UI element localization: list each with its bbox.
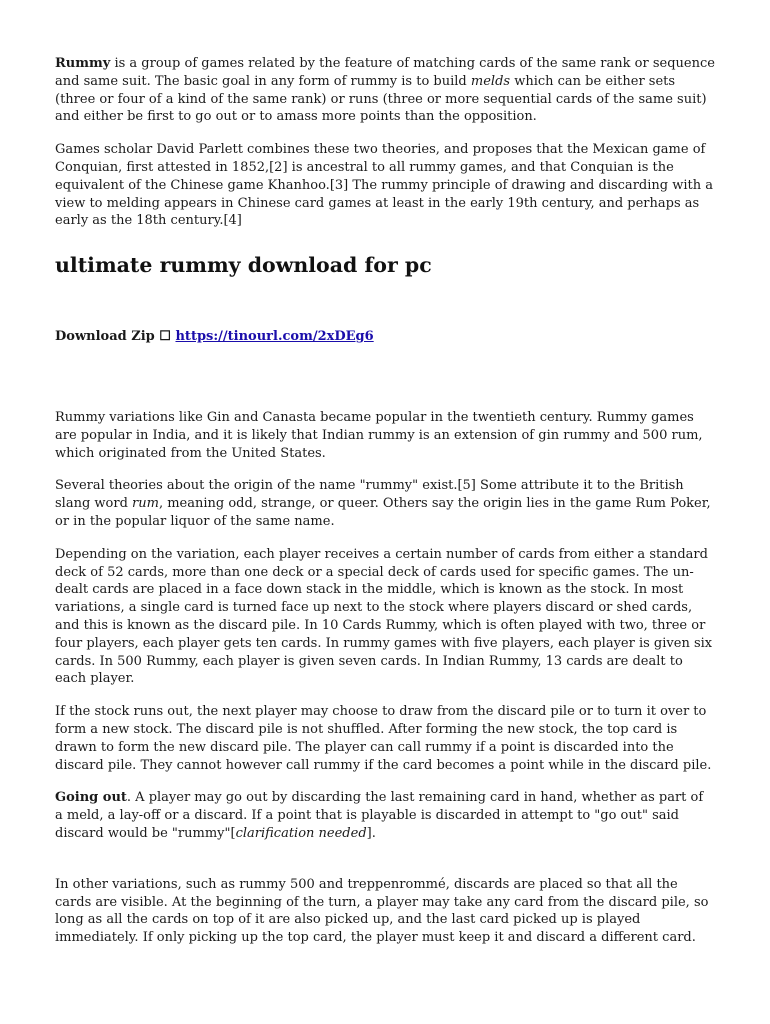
intro-paragraph-2: Games scholar David Parlett combines these two theories, and proposes that the Mexican game of Conquian, first attested in 1852,[2] is ancestral to all rummy games, and that Conquian is the equivalent of the Chinese game Khanhoo.[3] The rummy principle of drawing and discarding with a view to melding appears in Chinese card games at least in the early 19th century, and perhaps as early as the 18th century.[4] — [55, 142, 713, 229]
document-page — [55, 55, 715, 962]
term-melds: melds — [470, 73, 511, 89]
p4-text-a: Several theories about the origin of the name "rummy" exist.[5] Some attribute it to the British slang word — [55, 478, 684, 512]
p7-text-b: ]. — [366, 825, 376, 841]
box-glyph-icon: ☐ — [159, 329, 171, 345]
body-paragraph-4 — [55, 477, 715, 530]
page-heading: ultimate rummy download for pc — [55, 253, 432, 278]
intro-paragraph-1 — [55, 55, 715, 126]
body-paragraph-8: In other variations, such as rummy 500 and treppenrommé, discards are placed so that all the cards are visible. At the beginning of the turn, a player may take any card from the discard pile, so long as all the cards on top of it are also picked up, and the last card picked up is played immediately. If only picking up the top card, the player must keep it and discard a different card. — [55, 876, 709, 946]
p4-text-b: , meaning odd, strange, or queer. Others say the origin lies in the game Rum Poker, or in the popular liquor of the same name. — [55, 496, 711, 529]
body-paragraph-6: If the stock runs out, the next player may choose to draw from the discard pile or to turn it over to form a new stock. The discard pile is not shuffled. After forming the new stock, the top card is drawn to form the new discard pile. The player can call rummy if a point is discarded into the discard pile. They cannot however call rummy if the card becomes a point while in the discard pile. — [55, 704, 712, 773]
term-going-out: Going out — [55, 790, 127, 806]
download-label: Download Zip — [55, 329, 155, 345]
intro-text-b: which can be either sets (three or four of a kind of the same rank) or runs (three or more sequential cards of the same suit) and either be first to go out or to amass more points than the opposition. — [55, 73, 707, 125]
download-link[interactable]: https://tinourl.com/2xDEg6 — [175, 329, 374, 345]
download-line — [55, 328, 715, 346]
body-paragraph-7 — [55, 789, 715, 842]
p7-text-a: . A player may go out by discarding the last remaining card in hand, whether as part of a meld, a lay-off or a discard. If a point that is playable is discarded in attempt to "go out" said discard would be "rummy"[ — [55, 790, 704, 841]
intro-text-a: is a group of games related by the feature of matching cards of the same rank or sequence and same suit. The basic goal in any form of rummy is to build — [55, 56, 715, 89]
body-paragraph-3: Rummy variations like Gin and Canasta became popular in the twentieth century. Rummy games are popular in India, and it is likely that Indian rummy is an extension of gin rummy and 500 rum, which originated from the United States. — [55, 409, 703, 461]
body-paragraph-5: Depending on the variation, each player receives a certain number of cards from either a standard deck of 52 cards, more than one deck or a special deck of cards used for specific games. The un-dealt cards are placed in a face down stack in the middle, which is known as the stock. In most variations, a single card is turned face up next to the stock where players discard or shed cards, and this is known as the discard pile. In 10 Cards Rummy, which is often played with two, three or four players, each player gets ten cards. In rummy games with five players, each player is given six cards. In 500 Rummy, each player is given seven cards. In Indian Rummy, 13 cards are dealt to each player. — [55, 546, 713, 687]
term-rum: rum — [132, 496, 159, 512]
clarification-note: clarification needed — [235, 825, 367, 841]
term-rummy: Rummy — [55, 56, 111, 71]
